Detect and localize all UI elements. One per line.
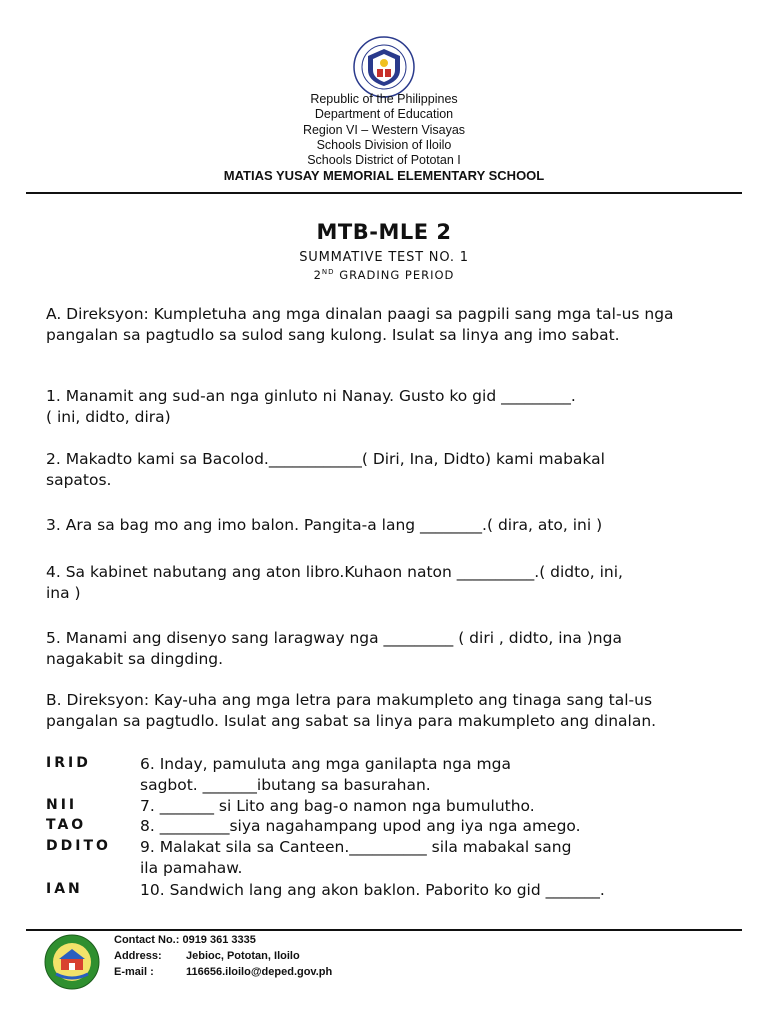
address-value: Jebioc, Pototan, Iloilo	[186, 950, 300, 962]
footer-address	[114, 949, 300, 964]
header-divider	[26, 192, 742, 194]
part-a-item-2-line-2: sapatos.	[46, 471, 112, 489]
school-logo-icon	[44, 934, 100, 990]
school-name: MATIAS YUSAY MEMORIAL ELEMENTARY SCHOOL	[223, 168, 545, 183]
email-value[interactable]: 116656.iloilo@deped.gov.ph	[186, 966, 333, 978]
part-a-item-5-line-2: nagakabit sa dingding.	[46, 650, 224, 668]
part-b-scrambled-word-8: TAO	[46, 817, 87, 833]
period-ordinal-suffix: ND	[321, 268, 335, 277]
grading-period	[0, 268, 768, 282]
part-b-item-7-line-1: 7. _______ si Lito ang bag-o namon nga bumulutho.	[140, 797, 535, 815]
part-a-item-1-line-1: 1. Manamit ang sud-an nga ginluto ni Nanay. Gusto ko gid _________.	[46, 387, 576, 405]
part-a-item-1-line-2: ( ini, didto, dira)	[46, 408, 171, 426]
part-b-scrambled-word-9: DDITO	[46, 838, 111, 854]
part-a-directions: A. Direksyon: Kumpletuha ang mga dinalan paagi sa pagpili sang mga tal-us nga pangalan sa pagtudlo sa sulod sang kulong. Isulat sa linya ang imo sabat.	[46, 305, 674, 344]
part-b-item-8-line-1: 8. _________siya nagahampang upod ang iya nga amego.	[140, 817, 581, 835]
contact-label: Contact No.:	[114, 934, 180, 946]
address-label: Address:	[114, 950, 162, 962]
part-b-scrambled-word-7: NII	[46, 797, 78, 813]
part-b-item-9-line-1: 9. Malakat sila sa Canteen.__________ sila mabakal sang	[140, 838, 572, 856]
test-subtitle: SUMMATIVE TEST NO. 1	[299, 250, 469, 265]
header-line-1: Republic of the Philippines	[310, 92, 458, 106]
deped-seal-icon	[353, 36, 415, 98]
header-line-4: Schools Division of Iloilo	[316, 138, 452, 152]
part-a-item-2-line-1: 2. Makadto kami sa Bacolod.____________( Diri, Ina, Didto) kami mabakal	[46, 450, 605, 468]
part-a-item-3-line-1: 3. Ara sa bag mo ang imo balon. Pangita-a lang ________.( dira, ato, ini )	[46, 516, 603, 534]
period-ordinal: 2	[313, 268, 322, 282]
part-b-item-10-line-1: 10. Sandwich lang ang akon baklon. Paborito ko gid _______.	[140, 881, 605, 899]
header-line-3: Region VI – Western Visayas	[302, 123, 466, 137]
part-a-item-5-line-1: 5. Manami ang disenyo sang laragway nga _________ ( diri , didto, ina )nga	[46, 629, 622, 647]
part-a-item-4-line-1: 4. Sa kabinet nabutang ang aton libro.Kuhaon naton __________.( didto, ini,	[46, 563, 623, 581]
header-line-2: Department of Education	[314, 107, 454, 121]
email-label: E-mail :	[114, 966, 154, 978]
page-title: MTB-MLE 2	[316, 220, 452, 244]
period-text: GRADING PERIOD	[334, 268, 455, 282]
part-b-item-6-line-1: 6. Inday, pamuluta ang mga ganilapta nga mga	[140, 755, 511, 773]
footer-divider	[26, 929, 742, 931]
part-a-item-4-line-2: ina )	[46, 584, 81, 602]
contact-value: 0919 361 3335	[182, 934, 256, 946]
part-b-scrambled-word-6: IRID	[46, 755, 91, 771]
part-b-item-6-line-2: sagbot. _______ibutang sa basurahan.	[140, 776, 431, 794]
footer-contact	[114, 933, 256, 948]
footer-email	[114, 965, 332, 980]
part-b-item-9-line-2: ila pamahaw.	[140, 859, 243, 877]
part-b-directions: B. Direksyon: Kay-uha ang mga letra para makumpleto ang tinaga sang tal-us pangalan sa pagtudlo. Isulat ang sabat sa linya para makumpleto ang dinalan.	[46, 691, 657, 730]
header-line-5: Schools District of Pototan I	[307, 153, 461, 167]
part-b-scrambled-word-10: IAN	[46, 881, 83, 897]
